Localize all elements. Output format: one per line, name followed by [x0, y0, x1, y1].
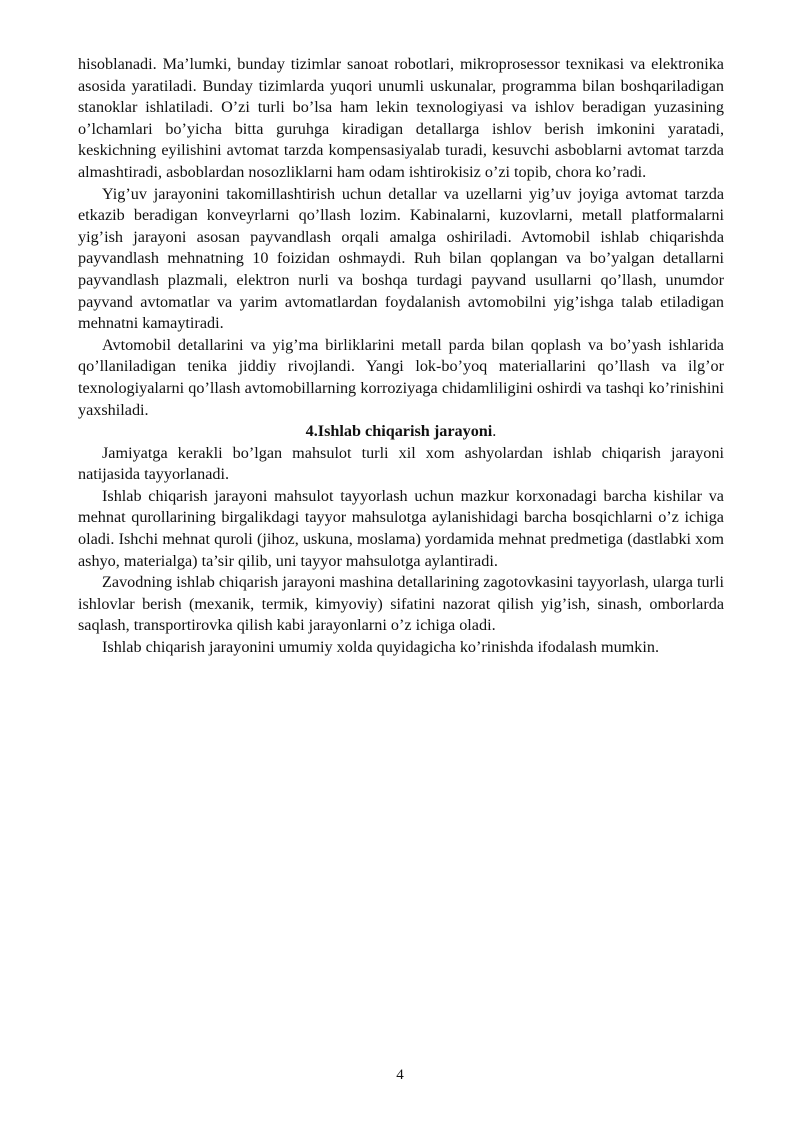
paragraph-factory-process: Zavodning ishlab chiqarish jarayoni mashina detallarining zagotovkasini tayyorlash, ularga turli ishlovlar berish (mexanik, termik, kimyoviy) sifatini nazorat qilish yig’ish, sinash, omborlarda saqlash, transportirovka qilish kabi jarayonlarni o’z ichiga oladi.: [78, 573, 724, 635]
paragraph-process-expression: Ishlab chiqarish jarayonini umumiy xolda quyidagicha ko’rinishda ifodalash mumkin.: [102, 638, 660, 657]
paragraph-production-definition: Ishlab chiqarish jarayoni mahsulot tayyorlash uchun mazkur korxonadagi barcha kishilar va mehnat qurollarining birgalikdagi tayyor mahsulotga aylanishidagi barcha bosqichlarni o’z ichiga oladi. Ishchi mehnat quroli (jihoz, uskuna, moslama) yordamida mehnat predmetiga (dastlabki xom ashyo, materialga) ta’sir qilib, uni tayyor mahsulotga aylantiradi.: [78, 486, 724, 570]
section-heading-punct: .: [492, 422, 497, 441]
paragraph-continuation: hisoblanadi. Ma’lumki, bunday tizimlar sanoat robotlari, mikroprosessor texnikasi va elektronika asosida yaratiladi. Bunday tizimlarda yuqori unumli uskunalar, programma bilan boshqariladigan stanoklar ishlatiladi. O’zi turli bo’lsa ham lekin texnologiyasi va ishlov beradigan yuzasining o’lchamlari bo’yicha bitta guruhga kiradigan detallarga ishlov berish imkonini yaratadi, keskichning eyilishini avtomat tarzda kompensasiyalab turadi, kesuvchi asboblarni avtomat tarzda almashtiradi, asboblardan nosozliklarni ham odam ishtirokisiz o’zi topib, chora ko’radi.: [78, 55, 724, 181]
section-heading-text: 4.Ishlab chiqarish jarayoni: [305, 422, 493, 441]
paragraph-coating-painting: Avtomobil detallarini va yig’ma birliklarini metall parda bilan qoplash va bo’yash ishlarida qo’llaniladigan tenika jiddiy rivojlandi. Yangi lok-bo’yoq materiallarini qo’llash va ilg’or texnologiyalarni qo’llash avtomobillarning korroziyaga chidamliligini oshirdi va tashqi ko’rinishini yaxshiladi.: [78, 335, 724, 419]
section-heading: [78, 421, 724, 443]
document-body: [78, 54, 724, 659]
page-number: 4: [396, 1067, 404, 1083]
paragraph-production-intro: Jamiyatga kerakli bo’lgan mahsulot turli xil xom ashyolardan ishlab chiqarish jarayoni natijasida tayyorlanadi.: [78, 443, 724, 484]
paragraph-assembly-process: Yig’uv jarayonini takomillashtirish uchun detallar va uzellarni yig’uv joyiga avtomat tarzda etkazib beradigan konveyrlarni qo’llash lozim. Kabinalarni, kuzovlarni, metall platformalarni yig’ish jarayoni asosan payvandlash orqali amalga oshiriladi. Avtomobil ishlab chiqarishda payvandlash mehnatning 10 foizidan oshmaydi. Ruh bilan qoplangan va bo’yalgan detallarni payvandlash plazmali, elektron nurli va boshqa turdagi payvand usullarni qo’llash, unumdor payvand avtomatlar va yarim avtomatlardan foydalanish avtomobilni yig’ishga talab etiladigan mehnatni kamaytiradi.: [78, 184, 724, 333]
